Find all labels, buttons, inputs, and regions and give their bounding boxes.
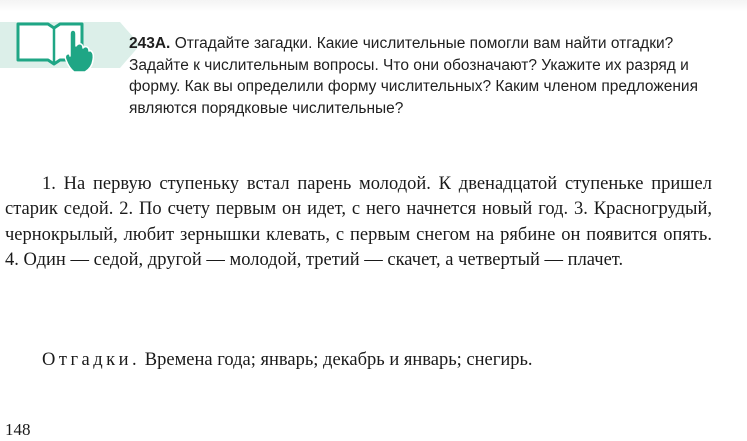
riddles-text: 1. На первую ступеньку встал парень молодой. К двенадцатой ступеньке пришел старик седой. 2. По счету первым он идет, с него начнется новый год. 3. Красногрудый, чернокрылый, любит зернышки клевать, с первым снегом на рябине он появится опять. 4. Один — седой, другой — молодой, третий — скачет, а четвертый — плачет. [5,174,712,271]
answers-paragraph [5,348,712,373]
answers-text: Времена года; январь; декабрь и январь; снегирь. [144,350,533,370]
exercise-number: 243А. [129,35,171,52]
exercise-task [129,33,729,119]
answers-label: Отгадки. [42,350,141,370]
exercise-instruction: Отгадайте загадки. Какие числительные помогли вам найти отгадки? Задайте к числительным вопросы. Что они обозначают? Укажите их разряд и форму. Как вы определили форму числительных? Каким членом предложения являются порядковые числительные? [129,35,698,117]
book-with-pointing-hand-icon [14,16,96,76]
page-number: 148 [5,420,31,439]
top-rule [0,0,747,12]
